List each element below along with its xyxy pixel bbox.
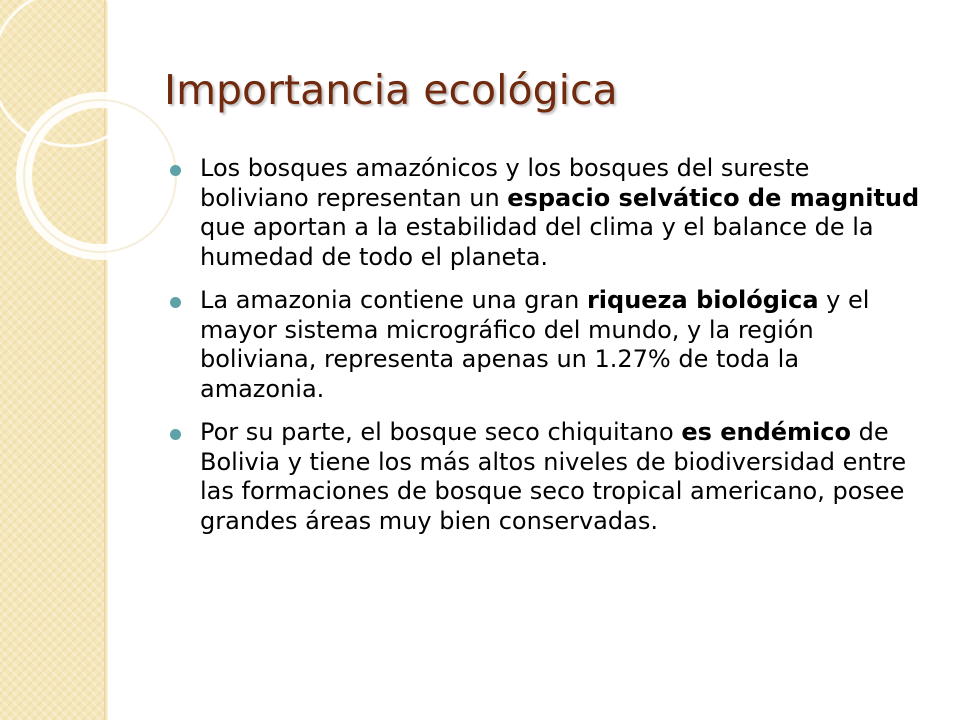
bullet-item [164, 286, 924, 404]
bullet-segment: Los bosques amazónicos y los bosques del sureste boliviano representan un [200, 154, 810, 212]
bullet-segment-bold: espacio selvático de magnitud [507, 183, 920, 212]
bullet-segment-bold: riqueza biológica [586, 286, 819, 314]
bullet-dot-icon [170, 429, 181, 440]
bullet-segment: de Bolivia y tiene los más altos niveles de biodiversidad entre las formaciones de bosque seco tropical americano, posee grandes áreas muy bien conservadas. [200, 418, 907, 535]
bullet-dot-icon [170, 165, 181, 176]
slide-title: Importancia ecológica [164, 66, 618, 114]
bullet-item [164, 154, 924, 272]
bullet-item [164, 418, 924, 536]
bullet-text [200, 286, 869, 403]
bullet-text [200, 418, 906, 535]
bullet-segment: Por su parte, el bosque seco chiquitano [200, 418, 682, 446]
bullet-segment: que aportan a la estabilidad del clima y el balance de la humedad de todo el planeta. [200, 213, 874, 271]
bullet-text [200, 154, 919, 271]
bullet-dot-icon [170, 297, 181, 308]
bullet-segment: y el mayor sistema micrográfico del mundo, y la región boliviana, representa apenas un 1.27% de toda la amazonia. [200, 286, 870, 403]
bullet-segment: La amazonia contiene una gran [200, 286, 587, 314]
bullet-segment-bold: es endémico [681, 418, 851, 446]
bullet-list [164, 154, 924, 550]
